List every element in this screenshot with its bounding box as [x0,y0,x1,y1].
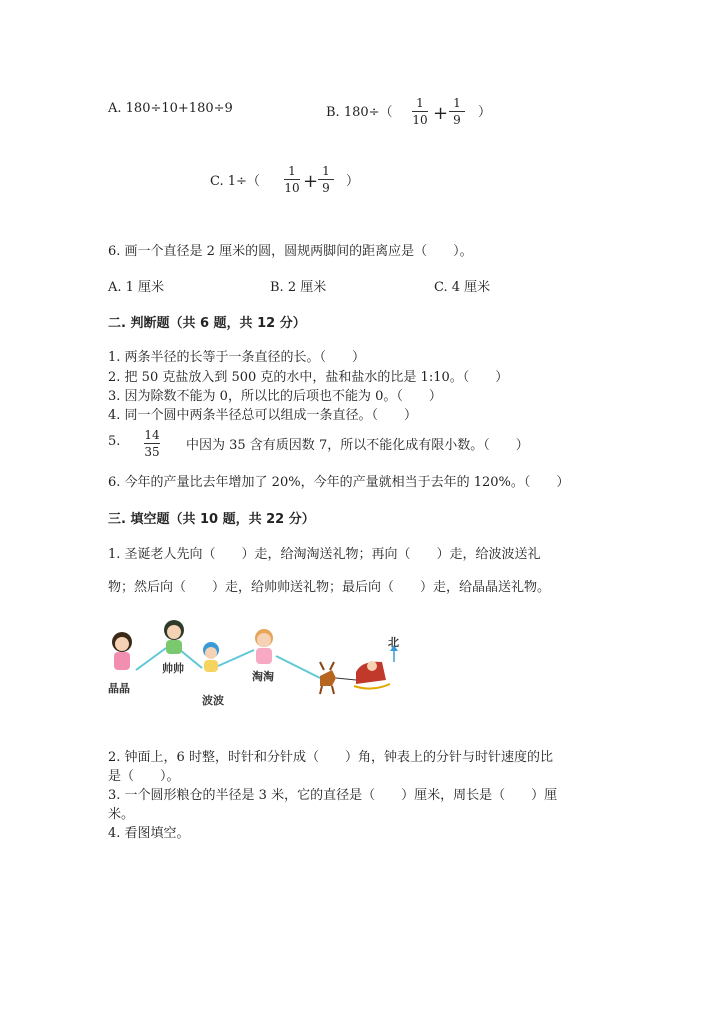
q5-option-c-suffix: ） [346,174,360,189]
frac-numerator: 14 [144,428,160,442]
frac-denominator: 9 [453,113,461,127]
plus-sign: + [303,171,319,192]
frac-denominator: 10 [284,181,300,195]
judge-item-5-text: 中因为 35 含有质因数 7，所以不能化成有限小数。（ ） [186,438,529,453]
frac-denominator: 9 [322,181,330,195]
section3-heading: 三. 填空题（共 10 题，共 22 分） [108,512,315,527]
judge-item-4: 4. 同一个圆中两条半径总可以组成一条直径。（ ） [108,408,418,423]
label-bobo: 波波 [202,694,224,707]
label-north: 北 [388,636,399,649]
judge-item-5-fraction [144,428,160,459]
label-taotao: 淘淘 [252,670,274,683]
plus-sign: + [433,103,449,124]
q5-option-c-prefix: C. 1÷（ [210,174,260,189]
fill-q2-line2: 是（ ）。 [108,769,180,784]
jingjing-icon [112,632,132,670]
route-line [218,650,254,666]
fill-q1-line2: 物；然后向（ ）走，给帅帅送礼物；最后向（ ）走，给晶晶送礼物。 [108,580,551,595]
q5-option-b-frac1 [412,96,428,127]
judge-item-6: 6. 今年的产量比去年增加了 20%，今年的产量就相当于去年的 120%。（ ） [108,475,570,490]
judge-item-1: 1. 两条半径的长等于一条直径的长。（ ） [108,350,366,365]
judge-item-5-number: 5. [108,434,121,449]
fill-q1-line1: 1. 圣诞老人先向（ ）走，给淘淘送礼物；再向（ ）走，给波波送礼 [108,547,541,562]
bobo-icon [203,642,219,672]
q5-option-c-frac2 [318,164,334,195]
q6-option-c: C. 4 厘米 [434,280,491,295]
shuaishuai-icon [164,620,184,654]
judge-item-2: 2. 把 50 克盐放入到 500 克的水中，盐和盐水的比是 1:10。（ ） [108,370,509,385]
q6-option-b: B. 2 厘米 [270,280,327,295]
q6-text: 6. 画一个直径是 2 厘米的圆，圆规两脚间的距离应是（ ）。 [108,244,473,259]
taotao-icon [255,629,273,664]
fill-q3-line2: 米。 [108,807,135,822]
route-line [276,656,320,678]
frac-numerator: 1 [416,96,424,110]
section2-heading: 二. 判断题（共 6 题，共 12 分） [108,316,306,331]
q5-option-b-prefix: B. 180÷（ [326,105,393,120]
q5-option-b-frac2 [449,96,465,127]
judge-item-3: 3. 因为除数不能为 0，所以比的后项也不能为 0。（ ） [108,389,442,404]
frac-numerator: 1 [322,164,330,178]
fill-q3-line1: 3. 一个圆形粮仓的半径是 3 米，它的直径是（ ）厘米，周长是（ ）厘 [108,788,558,803]
frac-numerator: 1 [453,96,461,110]
label-shuaishuai: 帅帅 [162,662,184,675]
q5-option-c-frac1 [284,164,300,195]
fill-q2-line1: 2. 钟面上，6 时整，时针和分针成（ ）角，钟表上的分针与时针速度的比 [108,750,553,765]
santa-sleigh-icon [320,661,390,694]
q5-option-a: A. 180÷10+180÷9 [108,101,233,116]
santa-route-figure [104,620,414,720]
fill-q4: 4. 看图填空。 [108,826,190,841]
label-jingjing: 晶晶 [108,682,130,695]
frac-denominator: 35 [144,445,160,459]
frac-numerator: 1 [288,164,296,178]
q6-option-a: A. 1 厘米 [108,280,165,295]
frac-denominator: 10 [412,113,428,127]
q5-option-b-suffix: ） [478,105,492,120]
